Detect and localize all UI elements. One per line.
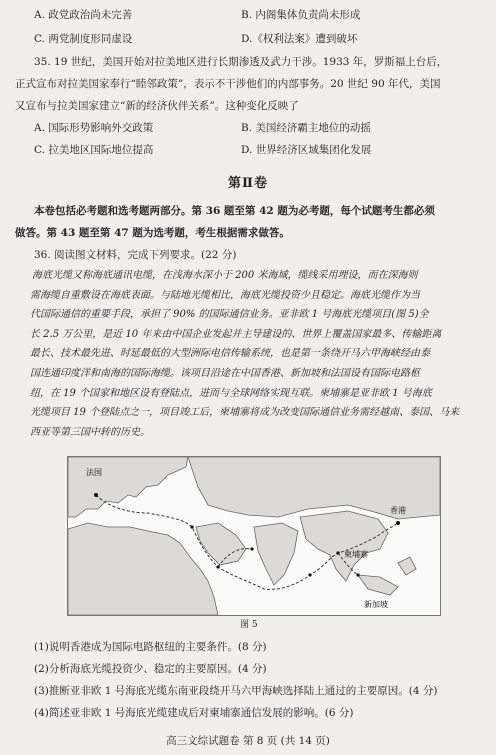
q36-question-3: (3)推断亚非欧 1 号海底光缆东南亚段绕开马六甲海峡选择陆上通过的主要原因。(4 分) [34,685,438,697]
cable-route-map [68,457,440,615]
africa-landmass [68,523,218,615]
q35-option-b: B. 美国经济霸主地位的动摇 [241,122,371,134]
page-footer: 高三文综试题卷 第 8 页 (共 14 页) [166,735,330,747]
q34-option-c: C. 两党制度形同虚设 [34,33,133,45]
instructions-line2: 做答。第 43 题至第 47 题为选考题，考生根据需求做答。 [15,227,290,239]
passage-line: 国连通印度洋和南海的国际海缆。该项目沿途在中国香港、新加坡和法国设有国际电路枢 [30,367,420,379]
q34-option-b: B. 内阁集体负责尚未形成 [241,9,361,21]
landing-point [250,547,253,550]
map-label-hongkong: 香港 [390,506,406,515]
section-title: 第Ⅱ卷 [228,176,268,191]
map-label-cambodia: 柬埔寨 [344,550,368,559]
passage-line: 代国际通信的重要手段，承担了 90% 的国际通信业务。亚非欧 1 号海底光缆项目(图 5)全 [30,309,429,321]
q36-question-4: (4)简述亚非欧 1 号海底光缆建成后对柬埔寨通信发展的影响。(6 分) [34,707,354,719]
landing-point-hongkong [396,521,400,525]
passage-line: 光缆项目 19 个登陆点之一，项目竣工后，柬埔寨将成为改变国际通信业务需经越南、泰国、马来 [30,407,460,419]
q35-option-d: D. 世界经济区域集团化发展 [241,144,372,156]
q35-option-a: A. 国际形势影响外交政策 [34,122,154,134]
q35-options-row1 [34,121,371,135]
q34-options-row2 [34,32,358,46]
landing-point-cambodia [336,551,339,554]
passage-line: 长 2.5 万公里，是近 10 年来由中国企业发起并主导建设的、世界上覆盖国家最多、传输距离 [30,328,442,340]
passage-line: 需海缆自重敷设在海底表面。与陆地光缆相比，海底光缆投资少且稳定。海底光缆作为当 [30,289,420,301]
map-label-france: 法国 [86,468,102,477]
europe-landmass [68,457,188,517]
landing-point [190,525,193,528]
figure-caption: 图 5 [240,620,258,630]
southeast-asia-landmass [300,511,388,581]
figure-5-map [67,456,441,616]
landing-point [216,565,219,568]
q36-passage [30,266,482,442]
q35-option-c: C. 拉美地区国际地位提高 [34,144,154,156]
passage-line: 最长、技术最先进、时延最低的大型洲际电信传输系统，也是第一条绕开马六甲海峡经由泰 [30,348,430,360]
q36-intro: 36. 阅读图文材料，完成下列要求。(22 分) [34,249,237,261]
arabia-landmass [196,523,246,565]
q34-option-a: A. 政党政治尚未完善 [34,9,133,21]
q35-stem-line1: 35. 19 世纪，美国开始对拉美地区进行长期渗透及武力干涉。1933 年，罗斯福上台后， [34,56,448,68]
passage-line: 纽，在 19 个国家和地区设有登陆点，进而与全球网络实现互联。柬埔寨是亚非欧 1 号海底 [30,387,432,399]
passage-line: 海底光缆又称海底通讯电缆，在浅海水深小于 200 米海域，缆线采用埋设，而在深海则 [32,270,418,281]
landing-point-singapore [356,573,359,576]
q35-stem-line2: 正式宣布对拉美国家奉行“睦邻政策”，表示不干涉他们的内部事务。20 世纪 90 年代，美国 [15,78,441,90]
q35-options-row2 [34,143,372,157]
indonesia-landmass [358,575,398,595]
instructions-line1: 本卷包括必考题和选考题两部分。第 36 题至第 42 题为必考题，每个试题考生都必须 [34,205,435,217]
india-landmass [254,523,298,585]
map-label-singapore: 新加坡 [364,600,388,609]
landing-point-france [94,493,98,497]
q36-question-2: (2)分析海底光缆投资少、稳定的主要原因。(4 分) [34,663,267,675]
q34-option-d: D.《权利法案》遭到破坏 [241,33,358,45]
q34-options-row1 [34,8,361,22]
q36-question-1: (1)说明香港成为国际电路枢纽的主要条件。(8 分) [34,641,267,653]
landing-point [308,573,311,576]
borneo-landmass [398,557,416,575]
passage-line: 西亚等第三国中转的历史。 [30,426,150,438]
q35-stem-line3: 又宣布与拉美国家建立“新的经济伙伴关系”。这种变化反映了 [15,100,299,112]
